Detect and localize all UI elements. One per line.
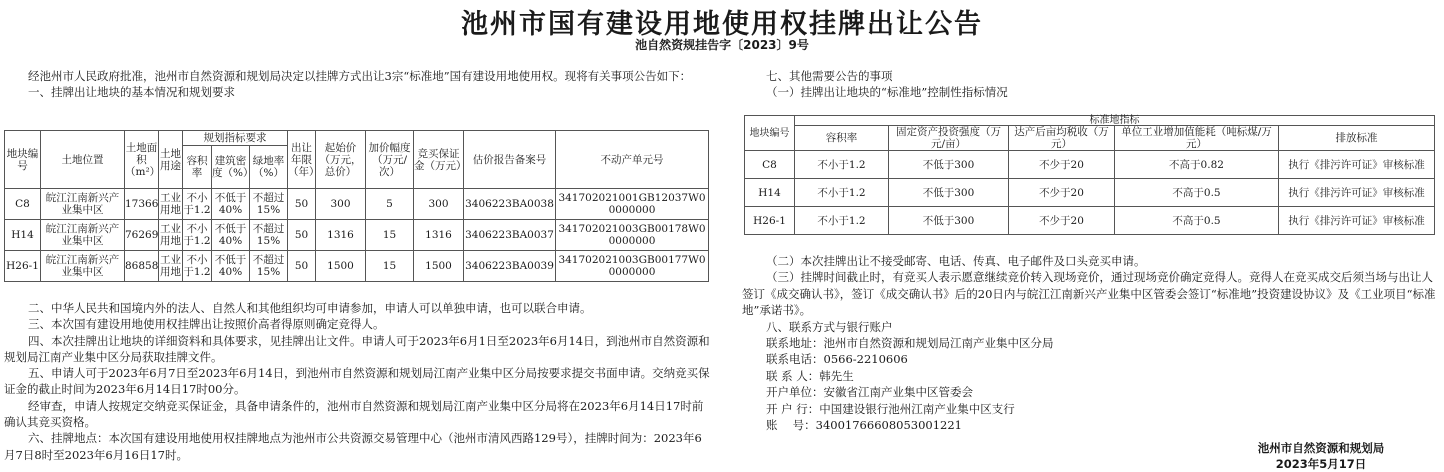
cell-unit: 341702021001GB12037W00000000	[556, 189, 709, 220]
cell-location: 皖江江南新兴产业集中区	[41, 220, 125, 251]
cell-energy: 不高于0.5	[1115, 179, 1279, 207]
cell-start-price: 1316	[316, 220, 366, 251]
header-green: 绿地率（%）	[250, 146, 288, 189]
subsection-3: （三）挂牌时间截止时，有竞买人表示愿意继续竞价转入现场竞价，通过现场竞价确定竞得人。竞得人在竞买成交后须当场与出让人签订《成交确认书》，签订《成交确认书》后的20日内与皖江江南新兴产业集中区管委会签订“标准地”投资建设协议》及《工业项目“标准地”承诺书》。	[742, 270, 1436, 318]
cell-emission: 执行《排污许可证》审核标准	[1279, 179, 1435, 207]
bank-name: 开 户 行：中国建设银行池州江南产业集中区支行	[766, 401, 1015, 416]
cell-unit: 341702021003GB00178W00000000	[556, 220, 709, 251]
cell-increment: 15	[366, 220, 414, 251]
cell-invest: 不低于300	[889, 151, 1009, 179]
cell-increment: 5	[366, 189, 414, 220]
paragraph-6: 六、挂牌地点：本次国有建设用地使用权挂牌地点为池州市公共资源交易管理中心（池州市清风西路129号），挂牌时间为：2023年6月7日8时至2023年6月16日17时。	[4, 431, 702, 462]
cell-increment: 15	[366, 251, 414, 282]
cell-location: 皖江江南新兴产业集中区	[41, 251, 125, 282]
t2-header-emission: 排放标准	[1279, 126, 1435, 151]
cell-area: 17366	[125, 189, 159, 220]
cell-id: H14	[745, 179, 795, 207]
section-1-heading: 一、挂牌出让地块的基本情况和规划要求	[28, 85, 235, 100]
subsection-1: （一）挂牌出让地块的“标准地”控制性指标情况	[766, 85, 1008, 100]
contact-person: 联 系 人：韩先生	[766, 368, 854, 383]
header-far: 容积率	[183, 146, 212, 189]
t2-header-invest: 固定资产投资强度（万元/亩）	[889, 126, 1009, 151]
header-term: 出让年限（年）	[288, 131, 316, 189]
subsection-2: （二）本次挂牌出让不接受邮寄、电话、传真、电子邮件及口头竞买申请。	[766, 254, 1146, 268]
cell-density: 不低于40%	[212, 251, 250, 282]
cell-deposit: 1316	[414, 220, 464, 251]
cell-energy: 不高于0.5	[1115, 207, 1279, 235]
cell-deposit: 300	[414, 189, 464, 220]
cell-start-price: 300	[316, 189, 366, 220]
signature-block	[1226, 440, 1416, 472]
issue-date: 2023年5月17日	[1275, 457, 1367, 471]
cell-far: 不小于1.2	[183, 189, 212, 220]
cell-far: 不小于1.2	[183, 220, 212, 251]
section-8-heading: 八、联系方式与银行账户	[766, 319, 893, 334]
document-number: 池自然资规挂告字〔2023〕9号	[635, 38, 809, 52]
paragraph-4: 四、本次挂牌出让地块的详细资料和具体要求，见挂牌出让文件。申请人可于2023年6月1日至2023年6月14日，到池州市自然资源和规划局江南产业集中区分局获取挂牌文件。	[4, 333, 710, 364]
t2-header-group: 标准地指标	[795, 116, 1435, 126]
cell-area: 86858	[125, 251, 159, 282]
table-row	[745, 207, 1435, 235]
cell-appraisal: 3406223BA0038	[464, 189, 556, 220]
cell-term: 50	[288, 189, 316, 220]
paragraph-2: 二、中华人民共和国境内外的法人、自然人和其他组织均可申请参加，申请人可以单独申请，也可以联合申请。	[28, 301, 592, 315]
header-use: 土地用途	[159, 131, 183, 189]
cell-tax: 不少于20	[1009, 151, 1115, 179]
cell-deposit: 1500	[414, 251, 464, 282]
cell-far: 不小于1.2	[795, 179, 889, 207]
page-title: 池州市国有建设用地使用权挂牌出让公告	[461, 9, 983, 40]
cell-far: 不小于1.2	[183, 251, 212, 282]
cell-location: 皖江江南新兴产业集中区	[41, 189, 125, 220]
cell-density: 不低于40%	[212, 189, 250, 220]
cell-id: H26-1	[745, 207, 795, 235]
cell-invest: 不低于300	[889, 207, 1009, 235]
cell-green: 不超过15%	[250, 220, 288, 251]
cell-emission: 执行《排污许可证》审核标准	[1279, 151, 1435, 179]
cell-far: 不小于1.2	[795, 207, 889, 235]
t2-header-id: 地块编号	[745, 116, 795, 151]
cell-density: 不低于40%	[212, 220, 250, 251]
section-7-heading: 七、其他需要公告的事项	[766, 69, 893, 83]
header-deposit: 竞买保证金（万元）	[414, 131, 464, 189]
cell-term: 50	[288, 220, 316, 251]
header-increment: 加价幅度（万元/次）	[366, 131, 414, 189]
contact-phone: 联系电话：0566-2210606	[766, 352, 908, 367]
paragraph-5b: 经审查，申请人按规定交纳竞买保证金，具备申请条件的，池州市自然资源和规划局江南产业集中区分局将在2023年6月14日17时前确认其竞买资格。	[4, 398, 704, 430]
cell-appraisal: 3406223BA0037	[464, 220, 556, 251]
paragraph-5: 五、申请人可于2023年6月7日至2023年6月14日，到池州市自然资源和规划局江南产业集中区分局按要求提交书面申请。交纳竞买保证金的截止时间为2023年6月14日17时00分。	[4, 366, 710, 397]
cell-appraisal: 3406223BA0039	[464, 251, 556, 282]
standard-land-table	[744, 115, 1435, 235]
cell-invest: 不低于300	[889, 179, 1009, 207]
t2-header-far: 容积率	[795, 126, 889, 151]
header-density: 建筑密度（%）	[212, 146, 250, 189]
cell-tax: 不少于20	[1009, 179, 1115, 207]
cell-use: 工业用地	[159, 251, 183, 282]
cell-emission: 执行《排污许可证》审核标准	[1279, 207, 1435, 235]
header-appraisal: 估价报告备案号	[464, 131, 556, 189]
header-id: 地块编号	[5, 131, 41, 189]
table-row	[5, 251, 709, 282]
cell-use: 工业用地	[159, 220, 183, 251]
account-number: 账 号：34001766608053001221	[766, 418, 962, 433]
cell-green: 不超过15%	[250, 251, 288, 282]
header-unit: 不动产单元号	[556, 131, 709, 189]
table-row	[745, 179, 1435, 207]
table-row	[5, 220, 709, 251]
left-column	[4, 68, 712, 101]
account-holder: 开户单位：安徽省江南产业集中区管委会	[766, 385, 973, 400]
cell-start-price: 1500	[316, 251, 366, 282]
cell-id: C8	[745, 151, 795, 179]
cell-tax: 不少于20	[1009, 207, 1115, 235]
cell-id: C8	[5, 189, 41, 220]
left-body-text	[4, 300, 712, 463]
cell-use: 工业用地	[159, 189, 183, 220]
header-location: 土地位置	[41, 131, 125, 189]
table-row	[745, 151, 1435, 179]
right-body-text	[742, 253, 1440, 433]
cell-unit: 341702021003GB00177W00000000	[556, 251, 709, 282]
cell-energy: 不高于0.82	[1115, 151, 1279, 179]
header-area: 土地面积（m²）	[125, 131, 159, 189]
header-planning-group: 规划指标要求	[183, 131, 288, 146]
t2-header-energy: 单位工业增加值能耗（吨标煤/万元）	[1115, 126, 1279, 151]
intro-paragraph: 经池州市人民政府批准，池州市自然资源和规划局决定以挂牌方式出让3宗“标准地”国有建设用地使用权。现将有关事项公告如下：	[28, 69, 692, 83]
cell-far: 不小于1.2	[795, 151, 889, 179]
parcel-table	[4, 130, 709, 282]
cell-term: 50	[288, 251, 316, 282]
paragraph-3: 三、本次国有建设用地使用权挂牌出让按照价高者得原则确定竞得人。	[28, 317, 385, 332]
cell-id: H26-1	[5, 251, 41, 282]
header-start-price: 起始价（万元，总价）	[316, 131, 366, 189]
cell-area: 76269	[125, 220, 159, 251]
cell-id: H14	[5, 220, 41, 251]
contact-address: 联系地址：池州市自然资源和规划局江南产业集中区分局	[766, 336, 1054, 351]
issuer-name: 池州市自然资源和规划局	[1257, 441, 1385, 455]
table-row	[5, 189, 709, 220]
cell-green: 不超过15%	[250, 189, 288, 220]
right-column	[742, 68, 1440, 101]
t2-header-tax: 达产后亩均税收（万元）	[1009, 126, 1115, 151]
